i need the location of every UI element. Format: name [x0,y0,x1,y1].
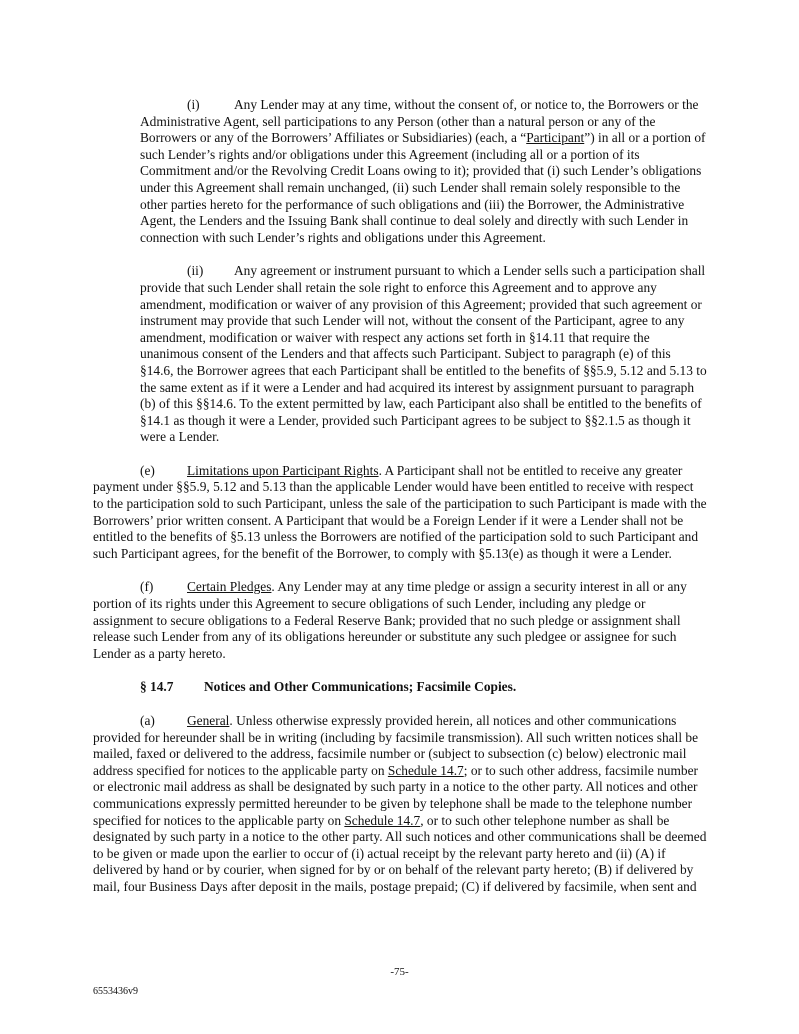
schedule-reference: Schedule 14.7 [344,812,421,828]
document-body [93,97,707,913]
paragraph-text: . A Participant shall not be entitled to receive any greater payment under §§5.9, 5.12 and 5.13 than the applicable Lender would have been entitled to receive with respect to the participation sold to such Participant, unless the sale of the participation to such Participant is made with the Borrowers’ prior written consent. A Participant that would be a Foreign Lender if it were a Lender shall not be entitled to the benefits of §5.13 unless the Borrowers are notified of the participation sold to such Participant and such Participant agrees, for the benefit of the Borrower, to comply with §5.13(e) as though it were a Lender. [93,462,707,561]
paragraph-label: (f) [140,579,154,595]
paragraph-text: Any agreement or instrument pursuant to which a Lender sells such a participation shall provide that such Lender shall retain the sole right to enforce this Agreement and to approve any amendment, modification or waiver of any provision of this Agreement; provided that such agreement or instrument may provide that such Lender will not, without the consent of the Participant, agree to any amendment, modification or waiver with respect any actions set forth in §14.11 that require the unanimous consent of the Lenders and that affects such Participant. Subject to paragraph (e) of this §14.6, the Borrower agrees that each Participant shall be entitled to the benefits of §§5.9, 5.12 and 5.13 to the same extent as if it were a Lender and had acquired its interest by assignment pursuant to paragraph (b) of this §§14.6. To the extent permitted by law, each Participant also shall be entitled to the benefits of §14.1 as though it were a Lender, provided such Participant agrees to be subject to §§2.1.5 as though it were a Lender. [140,263,707,445]
section-number: § 14.7 [140,679,174,695]
section-title: Notices and Other Communications; Facsimile Copies. [204,679,517,695]
document-id: 6553436v9 [93,986,138,997]
paragraph-label: (i) [187,97,200,112]
paragraph-title: General [187,713,230,728]
paragraph-e [93,463,707,563]
paragraph-text-continued: ”) in all or a portion of such Lender’s rights and/or obligations under this Agreement (including all or a portion of its Commitment and/or the Revolving Credit Loans owing to it); provided that (i) such Lender’s obligations under this Agreement shall remain unchanged, (ii) such Lender shall remain solely responsible to the other parties hereto for the performance of such obligations and (iii) the Borrower, the Administrative Agent, the Lenders and the Issuing Bank shall continue to deal solely and directly with such Lender in connection with such Lender’s rights and obligations under this Agreement. [140,130,706,245]
paragraph-title: Certain Pledges [187,579,272,595]
paragraph-title: Limitations upon Participant Rights [187,462,379,478]
paragraph-text: . Any Lender may at any time pledge or assign a security interest in all or any portion of its rights under this Agreement to secure obligations of such Lender, including any pledge or assignment to secure obligations to a Federal Reserve Bank; provided that no such pledge or assignment shall release such Lender from any of its obligations hereunder or substitute any such pledgee or assignee for such Lender as a party hereto. [93,579,687,661]
paragraph-label: (ii) [187,263,204,279]
paragraph-a [93,713,707,896]
paragraph-text: . Unless otherwise expressly provided herein, all notices and other communications provided for hereunder shall be in writing (including by facsimile transmission). All such written notices shall be mailed, faxed or delivered to the address, facsimile number or (subject to subsection (c) below) electronic mail address specified for notices to the applicable party on [93,713,699,778]
paragraph-label: (a) [140,713,155,728]
page-number: -75- [390,966,409,978]
paragraph-label: (e) [140,462,155,478]
paragraph-text: Any Lender may at any time, without the consent of, or notice to, the Borrowers or the Administrative Agent, sell participations to any Person (other than a natural person or any of the Borrowers or any of the Borrowers’ Affiliates or Subsidiaries) (each, a “ [140,97,699,146]
defined-term-participant: Participant [526,130,585,146]
paragraph-f [93,579,707,662]
section-heading [93,679,707,696]
paragraph-text-continued: , or to such other telephone number as shall be designated by such party in a notice to the other party. All such notices and other communications shall be deemed to be given or made upon the earlier to occur of (i) actual receipt by the relevant party hereto and (ii) (A) if delivered by hand or by courier, when signed for by or on behalf of the relevant party hereto; (B) if delivered by mail, four Business Days after deposit in the mails, postage prepaid; (C) if delivered by facsimile, when sent and [93,812,707,894]
schedule-reference: Schedule 14.7 [387,762,464,778]
paragraph-ii [140,263,707,446]
paragraph-text-continued: ; or to such other address, facsimile number or electronic mail address as shall be designated by such party in a notice to the other party. All notices and other communications expressly permitted hereunder to be given by telephone shall be made to the telephone number specified for notices to the applicable party on [93,762,699,828]
paragraph-i [140,97,707,246]
